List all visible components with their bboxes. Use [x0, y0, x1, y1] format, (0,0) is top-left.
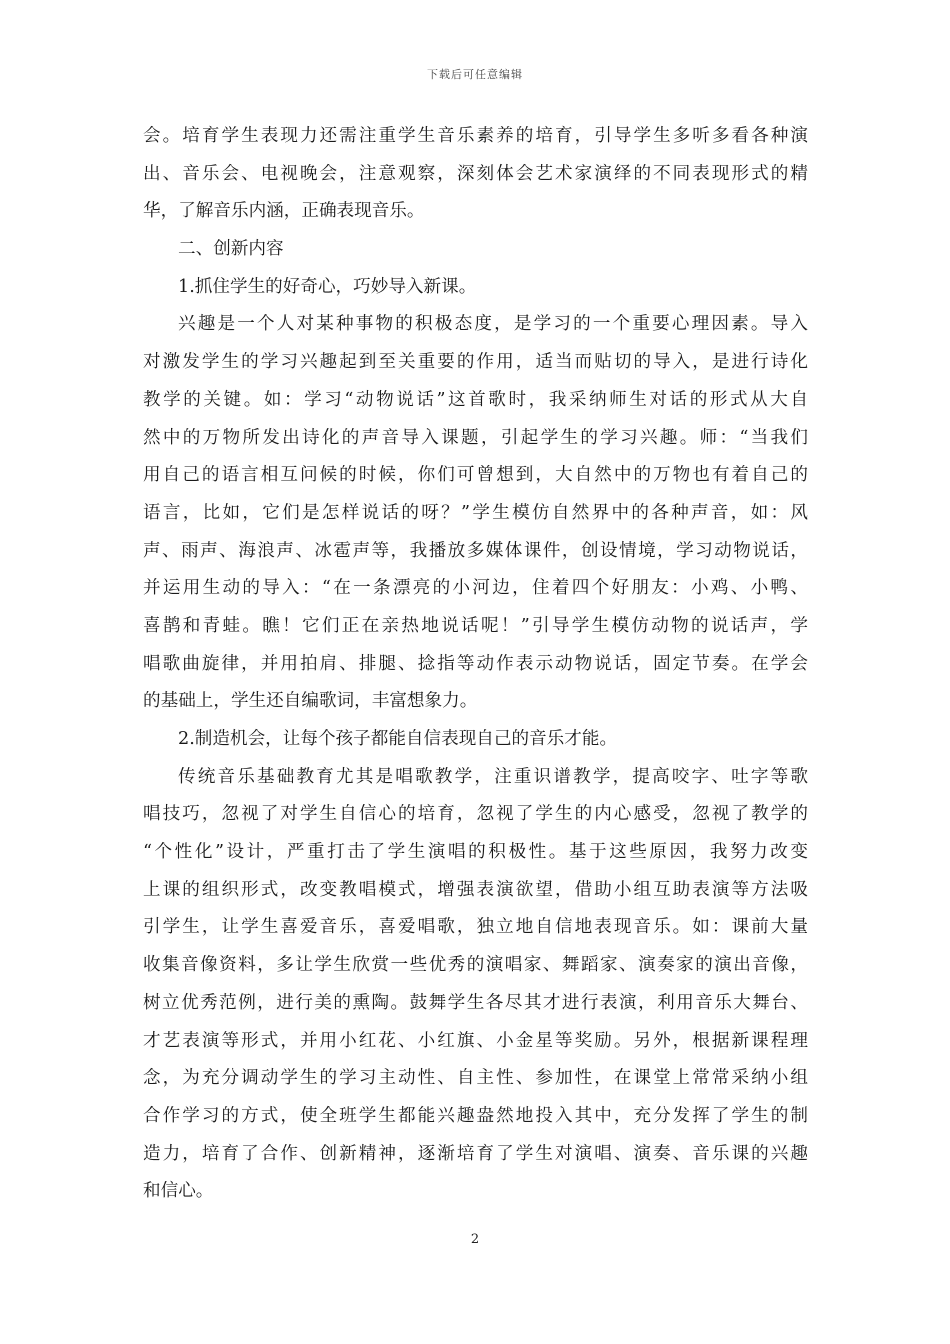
text-line: 的基础上，学生还自编歌词，丰富想象力。 — [143, 691, 478, 712]
text-line: 用自己的语言相互问候的时候，你们可曾想到，大自然中的万物也有着自己的 — [143, 465, 808, 486]
text-line: 会。培育学生表现力还需注重学生音乐素养的培育，引导学生多听多看各种演 — [143, 126, 808, 146]
text-line: 2.制造机会，让每个孩子都能自信表现自己的音乐才能。 — [178, 729, 618, 749]
text-line: 华，了解音乐内涵，正确表现音乐。 — [143, 201, 425, 222]
text-line: 树立优秀范例，进行美的熏陶。鼓舞学生各尽其才进行表演，利用音乐大舞台、 — [143, 992, 808, 1013]
text-line: 出、音乐会、电视晚会，注意观察，深刻体会艺术家演绎的不同表现形式的精 — [143, 163, 808, 184]
text-line: 并运用生动的导入：“在一条漂亮的小河边，住着四个好朋友：小鸡、小鸭、 — [143, 578, 808, 599]
text-line: 念，为充分调动学生的学习主动性、自主性、参加性，在课堂上常常采纳小组 — [143, 1068, 808, 1089]
text-line: 声、雨声、海浪声、冰雹声等，我播放多媒体课件，创设情境，学习动物说话， — [143, 540, 808, 561]
text-line: 才艺表演等形式，并用小红花、小红旗、小金星等奖励。另外，根据新课程理 — [143, 1030, 808, 1051]
text-line: 然中的万物所发出诗化的声音导入课题，引起学生的学习兴趣。师：“当我们 — [143, 427, 808, 448]
text-line: 喜鹊和青蛙。瞧！它们正在亲热地说话呢！”引导学生模仿动物的说话声，学 — [143, 615, 808, 636]
text-line: 收集音像资料，多让学生欣赏一些优秀的演唱家、舞蹈家、演奏家的演出音像， — [143, 955, 808, 976]
text-line: 合作学习的方式，使全班学生都能兴趣盎然地投入其中，充分发挥了学生的制 — [143, 1105, 808, 1126]
text-line: 传统音乐基础教育尤其是唱歌教学，注重识谱教学，提高咬字、吐字等歌 — [178, 766, 808, 787]
page-header: 下载后可任意编辑 — [427, 68, 523, 81]
text-line: 兴趣是一个人对某种事物的积极态度，是学习的一个重要心理因素。导入 — [178, 314, 808, 335]
text-line: 唱技巧，忽视了对学生自信心的培育，忽视了学生的内心感受，忽视了教学的 — [143, 804, 808, 825]
text-line: 二、创新内容 — [178, 239, 284, 260]
text-line: 上课的组织形式，改变教唱模式，增强表演欲望，借助小组互助表演等方法吸 — [143, 879, 808, 900]
text-line: 和信心。 — [143, 1181, 214, 1202]
text-line: 1.抓住学生的好奇心，巧妙导入新课。 — [178, 276, 477, 297]
text-line: 造力，培育了合作、创新精神，逐渐培育了学生对演唱、演奏、音乐课的兴趣 — [143, 1143, 808, 1164]
document-body — [143, 118, 808, 1211]
text-line: 教学的关键。如：学习“动物说话”这首歌时，我采纳师生对话的形式从大自 — [143, 389, 808, 410]
text-line: 对激发学生的学习兴趣起到至关重要的作用，适当而贴切的导入，是进行诗化 — [143, 352, 808, 373]
text-line: “个性化”设计，严重打击了学生演唱的积极性。基于这些原因，我努力改变 — [143, 842, 808, 863]
page-number: 2 — [470, 1232, 480, 1247]
text-line: 唱歌曲旋律，并用拍肩、排腿、捻指等动作表示动物说话，固定节奏。在学会 — [143, 653, 808, 674]
text-line: 语言，比如，它们是怎样说话的呀？”学生模仿自然界中的各种声音，如：风 — [143, 502, 808, 523]
text-line: 引学生，让学生喜爱音乐，喜爱唱歌，独立地自信地表现音乐。如：课前大量 — [143, 917, 808, 938]
